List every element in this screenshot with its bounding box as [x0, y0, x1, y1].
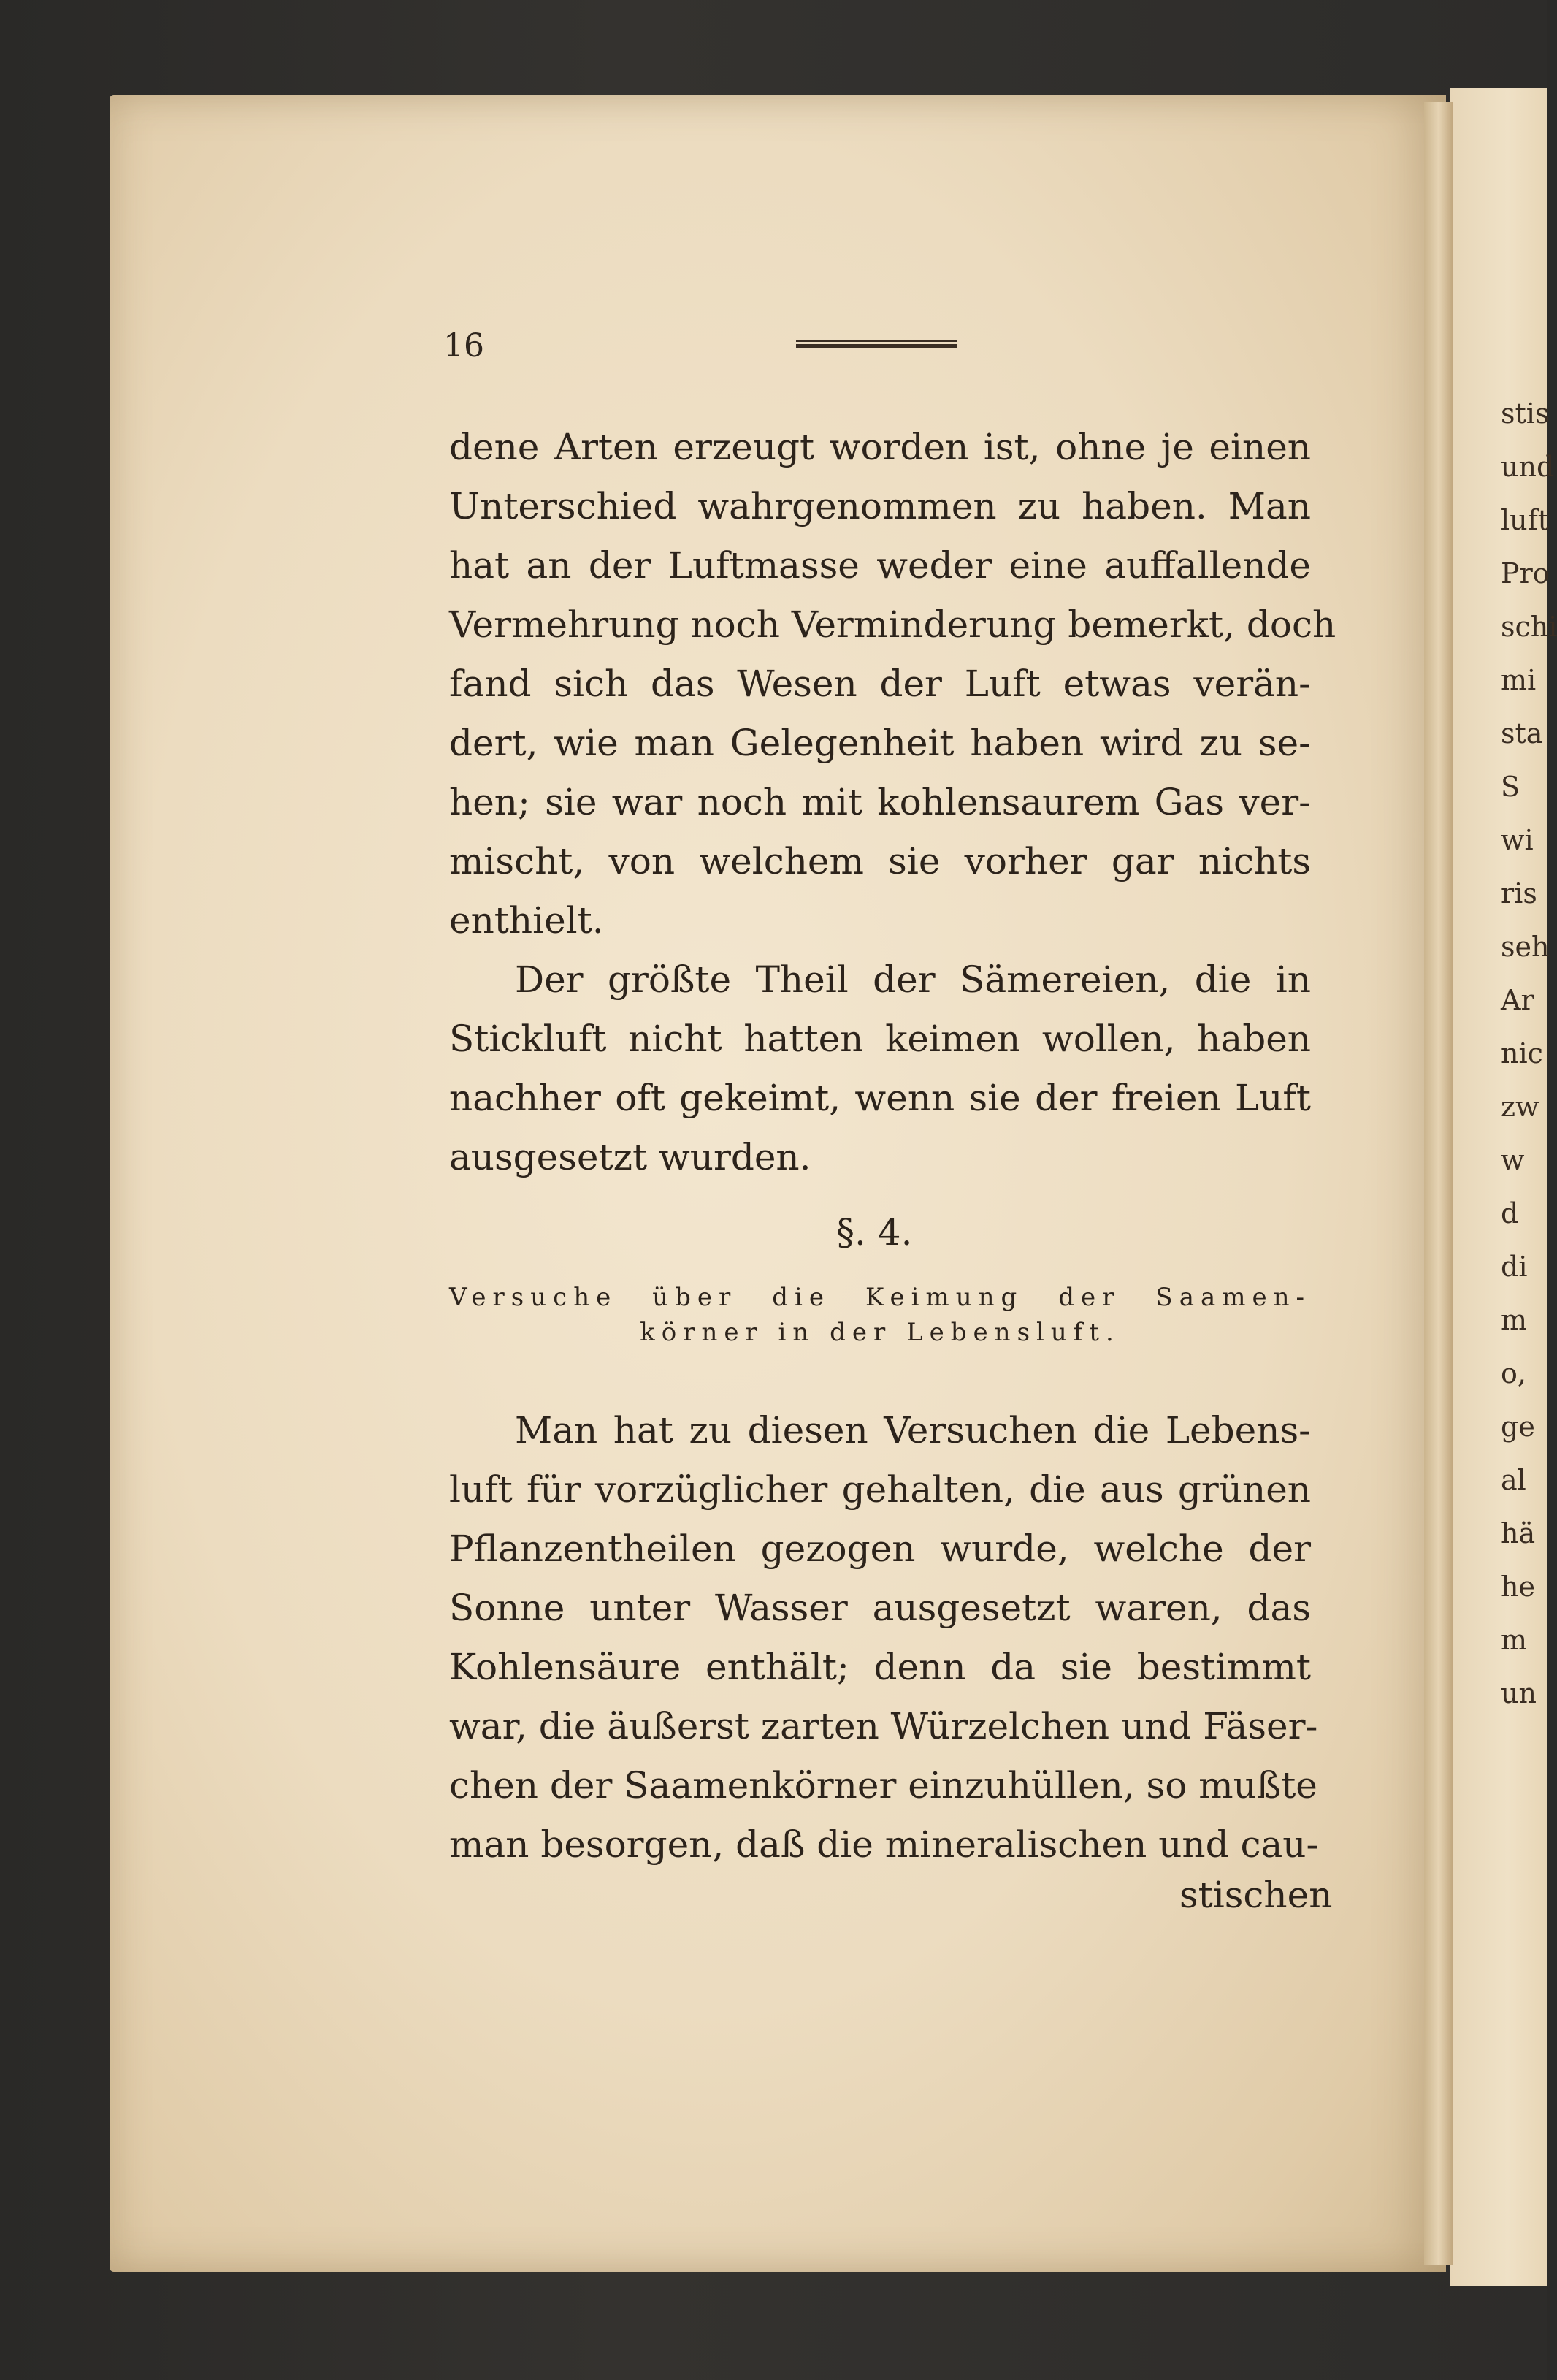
text-line: ausgesetzt wurden. — [449, 1136, 811, 1178]
facing-fragment: schi — [1501, 611, 1557, 643]
facing-fragment: w — [1501, 1144, 1525, 1176]
text-line: Sonne unter Wasser ausgesetzt waren, das — [449, 1587, 1311, 1629]
facing-fragment: stis — [1501, 397, 1550, 430]
facing-fragment: Pro — [1501, 557, 1550, 590]
heading-line: Versuche über die Keimung der Saamen- — [449, 1283, 1311, 1312]
heading-line: körner in der Lebensluft. — [640, 1318, 1120, 1347]
text-line: dene Arten erzeugt worden ist, ohne je einen — [449, 426, 1311, 468]
text-line: Vermehrung noch Verminderung bemerkt, doch — [449, 603, 1336, 646]
text-line: mischt, von welchem sie vorher gar nichts — [449, 840, 1311, 882]
facing-fragment: zw — [1501, 1091, 1539, 1123]
text-line: dert, wie man Gelegenheit haben wird zu se- — [449, 722, 1311, 764]
facing-fragment: o, — [1501, 1357, 1526, 1389]
text-line: chen der Saamenkörner einzuhüllen, so mußte — [449, 1764, 1317, 1807]
text-line: Pflanzentheilen gezogen wurde, welche der — [449, 1527, 1311, 1570]
facing-fragment: sta — [1501, 717, 1543, 750]
text-line: Man hat zu diesen Versuchen die Lebens- — [515, 1409, 1311, 1452]
facing-fragment: un — [1501, 1677, 1537, 1709]
text-line: Unterschied wahrgenommen zu haben. Man — [449, 485, 1311, 527]
facing-fragment: und — [1501, 451, 1555, 483]
facing-fragment: hä — [1501, 1517, 1536, 1549]
facing-fragment: luft — [1501, 504, 1549, 536]
facing-fragment: seh — [1501, 931, 1550, 963]
text-line: luft für vorzüglicher gehalten, die aus grünen — [449, 1468, 1311, 1511]
page-number: 16 — [443, 327, 484, 365]
text-line: war, die äußerst zarten Würzelchen und Fäser- — [449, 1705, 1318, 1747]
section-number: §. 4. — [836, 1211, 913, 1254]
facing-fragment: di — [1501, 1251, 1528, 1283]
facing-fragment: d — [1501, 1197, 1519, 1229]
facing-fragment: m — [1501, 1624, 1528, 1656]
facing-fragment: he — [1501, 1571, 1535, 1603]
facing-page-text — [1501, 387, 1557, 1720]
text-line: nachher oft gekeimt, wenn sie der freien Luft — [449, 1077, 1311, 1119]
text-line: enthielt. — [449, 899, 604, 942]
facing-fragment: wi — [1501, 824, 1534, 856]
text-line: hen; sie war noch mit kohlensaurem Gas ver- — [449, 781, 1311, 823]
paragraph-3 — [449, 1401, 1319, 1874]
facing-fragment: Ar — [1501, 984, 1534, 1016]
text-line: Stickluft nicht hatten keimen wollen, haben — [449, 1018, 1311, 1060]
facing-fragment: m — [1501, 1304, 1528, 1336]
facing-fragment: ris — [1501, 877, 1537, 909]
text-line: man besorgen, daß die mineralischen und cau- — [449, 1823, 1319, 1866]
facing-fragment: mi — [1501, 664, 1537, 696]
facing-fragment: nic — [1501, 1037, 1543, 1069]
paragraph-1 — [449, 418, 1336, 1187]
facing-fragment: ge — [1501, 1411, 1535, 1443]
text-line: Kohlensäure enthält; denn da sie bestimmt — [449, 1646, 1311, 1688]
text-line: Der größte Theil der Sämereien, die in — [515, 958, 1311, 1001]
section-heading — [449, 1280, 1311, 1350]
catchword: stischen — [1179, 1874, 1333, 1916]
text-line: fand sich das Wesen der Luft etwas verän- — [449, 663, 1311, 705]
header-rule — [796, 340, 957, 348]
text-line: hat an der Luftmasse weder eine auffallende — [449, 544, 1311, 587]
facing-fragment: S — [1501, 771, 1520, 803]
facing-fragment: al — [1501, 1464, 1526, 1496]
page-gutter — [1424, 102, 1453, 2265]
